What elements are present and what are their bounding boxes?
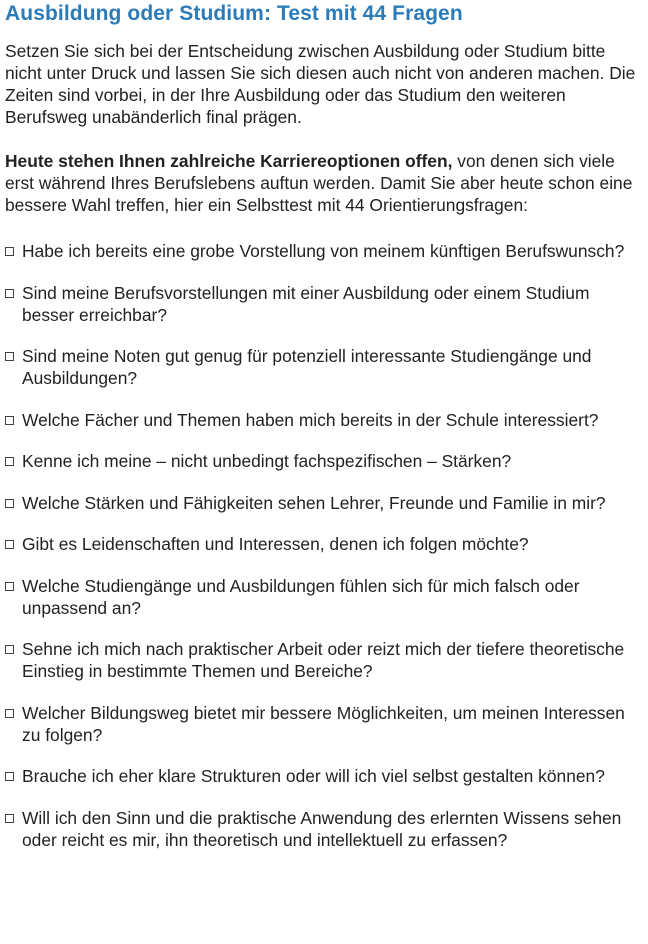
question-text: Brauche ich eher klare Strukturen oder will ich viel selbst gestalten können? xyxy=(22,766,605,786)
lead-paragraph xyxy=(5,150,642,216)
checkbox-icon[interactable] xyxy=(5,645,14,654)
question-item xyxy=(5,765,642,787)
question-text: Sind meine Noten gut genug für potenziell interessante Studiengänge und Ausbildungen? xyxy=(22,346,592,388)
checkbox-icon[interactable] xyxy=(5,289,14,298)
question-text: Welche Stärken und Fähigkeiten sehen Lehrer, Freunde und Familie in mir? xyxy=(22,492,606,513)
checkbox-icon[interactable] xyxy=(5,457,14,466)
question-item xyxy=(5,282,642,326)
question-text: Kenne ich meine – nicht unbedingt fachspezifischen – Stärken? xyxy=(22,451,512,471)
checkbox-icon[interactable] xyxy=(5,814,14,823)
checkbox-icon[interactable] xyxy=(5,540,14,549)
question-item xyxy=(5,638,642,682)
question-text: Welcher Bildungsweg bietet mir bessere Möglichkeiten, um meinen Interessen zu folgen? xyxy=(22,702,625,745)
question-item xyxy=(5,575,642,619)
question-item xyxy=(5,492,642,514)
lead-bold-text: Heute stehen Ihnen zahlreiche Karriereoptionen offen, xyxy=(5,151,453,171)
checkbox-icon[interactable] xyxy=(5,352,14,361)
question-text: Welche Fächer und Themen haben mich bereits in der Schule interessiert? xyxy=(22,409,599,430)
question-item xyxy=(5,702,642,746)
question-item xyxy=(5,450,642,472)
checkbox-icon[interactable] xyxy=(5,416,14,425)
checkbox-icon[interactable] xyxy=(5,709,14,718)
intro-paragraph: Setzen Sie sich bei der Entscheidung zwischen Ausbildung oder Studium bitte nicht unter Druck und lassen Sie sich diesen auch nicht von anderen machen. Die Zeiten sind vorbei, in der Ihre Ausbildung oder das Studium den weiteren Berufsweg unabänderlich final prägen. xyxy=(5,41,636,127)
question-text: Gibt es Leidenschaften und Interessen, denen ich folgen möchte? xyxy=(22,534,529,554)
checkbox-icon[interactable] xyxy=(5,247,14,256)
question-item xyxy=(5,409,642,431)
question-item xyxy=(5,807,642,851)
question-item xyxy=(5,240,642,262)
checkbox-icon[interactable] xyxy=(5,582,14,591)
question-text: Sehne ich mich nach praktischer Arbeit oder reizt mich der tiefere theoretische Einstieg in bestimmte Themen und Bereiche? xyxy=(22,639,625,681)
question-text: Habe ich bereits eine grobe Vorstellung von meinem künftigen Berufswunsch? xyxy=(22,241,625,261)
checkbox-icon[interactable] xyxy=(5,499,14,508)
question-item xyxy=(5,345,642,389)
question-checklist xyxy=(5,240,642,851)
page-title: Ausbildung oder Studium: Test mit 44 Fragen xyxy=(5,2,463,25)
question-text: Will ich den Sinn und die praktische Anwendung des erlernten Wissens sehen oder reicht es mir, ihn theoretisch und intellektuell zu erfassen? xyxy=(22,807,622,850)
checkbox-icon[interactable] xyxy=(5,772,14,781)
question-text: Welche Studiengänge und Ausbildungen fühlen sich für mich falsch oder unpassend an? xyxy=(22,575,580,618)
question-item xyxy=(5,533,642,555)
lead-text: von denen sich viele erst während Ihres Berufslebens auftun werden. Damit Sie aber heute schon eine bessere Wahl treffen, hier ein Selbsttest mit 44 Orientierungsfragen: xyxy=(5,151,633,215)
question-text: Sind meine Berufsvorstellungen mit einer Ausbildung oder einem Studium besser erreichbar? xyxy=(22,282,590,325)
